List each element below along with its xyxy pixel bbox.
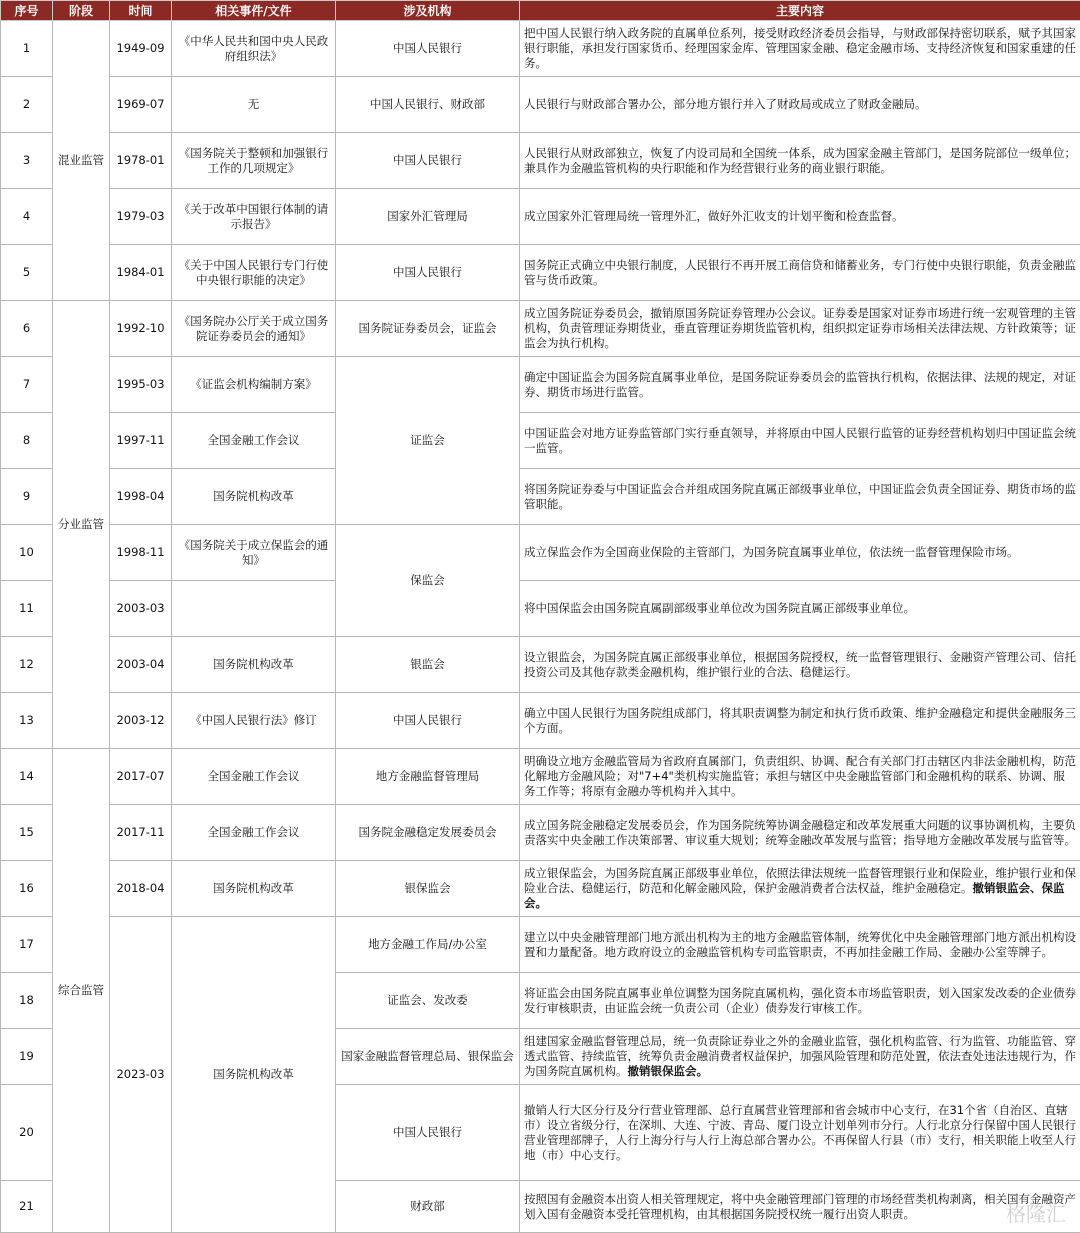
content-cell: 国务院正式确立中央银行制度，人民银行不再开展工商信贷和储蓄业务，专门行使中央银行职能，负责金融监管与货币政策。 (520, 245, 1080, 301)
content-bold-text: 撤销银保监会。 (627, 1064, 708, 1078)
org-cell: 证监会 (336, 357, 520, 525)
time-cell: 2003-03 (110, 581, 172, 637)
content-cell: 人民银行从财政部独立，恢复了内设司局和全国统一体系，成为国家金融主管部门，是国务院部位一级单位；兼具作为金融监管机构的央行职能和作为经营银行业务的商业银行职能。 (520, 133, 1080, 189)
org-cell: 银监会 (336, 637, 520, 693)
time-cell: 1978-01 (110, 133, 172, 189)
time-cell: 1979-03 (110, 189, 172, 245)
row-number: 15 (1, 805, 53, 861)
content-cell: 确定中国证监会为国务院直属事业单位，是国务院证券委员会的监管执行机构，依据法律、法规的规定，对证券、期货市场进行监管。 (520, 357, 1080, 413)
event-cell: 《国务院关于成立保监会的通知》 (172, 525, 336, 581)
table-row (1, 749, 1080, 805)
row-number: 5 (1, 245, 53, 301)
table-row (1, 693, 1080, 749)
time-cell: 1998-04 (110, 469, 172, 525)
org-cell: 中国人民银行 (336, 245, 520, 301)
table-row (1, 637, 1080, 693)
content-cell: 人民银行与财政部合署办公，部分地方银行并入了财政局或成立了财政金融局。 (520, 77, 1080, 133)
org-cell: 国务院证券委员会，证监会 (336, 301, 520, 357)
header-row (1, 1, 1080, 21)
event-cell: 《证监会机构编制方案》 (172, 357, 336, 413)
row-number: 14 (1, 749, 53, 805)
event-cell-empty (172, 581, 336, 637)
row-number: 20 (1, 1085, 53, 1181)
row-number: 13 (1, 693, 53, 749)
content-cell: 把中国人民银行纳入政务院的直属单位系列，接受财政经济委员会指导，与财政部保持密切联系，赋予其国家银行职能，承担发行国家货币、经理国家金库、管理国家金融、稳定金融市场、支持经济恢复和国家重建的任务。 (520, 21, 1080, 77)
table-row (1, 245, 1080, 301)
table-row (1, 469, 1080, 525)
header-time: 时间 (110, 1, 172, 21)
time-cell: 1969-07 (110, 77, 172, 133)
content-cell: 明确设立地方金融监管局为省政府直属部门，负责组织、协调、配合有关部门打击辖区内非法金融机构，防范化解地方金融风险；对"7+4"类机构实施监管；承担与辖区中央金融监管部门和金融机构的联系、协调、服务工作等；将原有金融办等机构并入其中。 (520, 749, 1080, 805)
time-cell: 2017-11 (110, 805, 172, 861)
content-cell: 设立银监会，为国务院直属正部级事业单位，根据国务院授权，统一监督管理银行、金融资产管理公司、信托投资公司及其他存款类金融机构，维护银行业的合法、稳健运行。 (520, 637, 1080, 693)
event-cell: 《中国人民银行法》修订 (172, 693, 336, 749)
time-cell: 1949-09 (110, 21, 172, 77)
event-cell: 国务院机构改革 (172, 637, 336, 693)
content-cell (520, 1029, 1080, 1085)
event-cell: 《关于改革中国银行体制的请示报告》 (172, 189, 336, 245)
org-cell: 证监会、发改委 (336, 973, 520, 1029)
row-number: 1 (1, 21, 53, 77)
row-number: 4 (1, 189, 53, 245)
content-text: 成立银保监会，为国务院直属正部级事业单位，依照法律法规统一监督管理银行业和保险业，维护银行业和保险业合法、稳健运行，防范和化解金融风险，保护金融消费者合法权益，维护金融稳定。 (524, 866, 1076, 895)
row-number: 6 (1, 301, 53, 357)
table-row (1, 189, 1080, 245)
content-cell: 确立中国人民银行为国务院组成部门，将其职责调整为制定和执行货币政策、维护金融稳定和提供金融服务三个方面。 (520, 693, 1080, 749)
row-number: 12 (1, 637, 53, 693)
row-number: 21 (1, 1181, 53, 1233)
event-cell: 全国金融工作会议 (172, 413, 336, 469)
row-number: 10 (1, 525, 53, 581)
row-number: 2 (1, 77, 53, 133)
org-cell: 国家金融监督管理总局、银保监会 (336, 1029, 520, 1085)
content-bold-text: 撤销银监会、保监会。 (524, 881, 1065, 910)
time-cell: 2017-07 (110, 749, 172, 805)
content-text: 组建国家金融监督管理总局，统一负责除证券业之外的金融业监管，强化机构监管、行为监管、功能监管、穿透式监管、持续监管，统筹负责金融消费者权益保护，加强风险管理和防范处置，依法查处违法违规行为，作为国务院直属机构。 (524, 1034, 1076, 1078)
table-row (1, 805, 1080, 861)
header-no: 序号 (1, 1, 53, 21)
content-cell: 将国务院证券委与中国证监会合并组成国务院直属正部级事业单位，中国证监会负责全国证券、期货市场的监管职能。 (520, 469, 1080, 525)
stage-cell: 分业监管 (53, 301, 110, 749)
header-org: 涉及机构 (336, 1, 520, 21)
row-number: 19 (1, 1029, 53, 1085)
table-row (1, 917, 1080, 973)
event-cell: 《国务院办公厅关于成立国务院证券委员会的通知》 (172, 301, 336, 357)
content-cell: 中国证监会对地方证券监管部门实行垂直领导，并将原由中国人民银行监管的证券经营机构划归中国证监会统一监管。 (520, 413, 1080, 469)
org-cell: 国家外汇管理局 (336, 189, 520, 245)
time-cell: 1992-10 (110, 301, 172, 357)
table-row (1, 413, 1080, 469)
row-number: 3 (1, 133, 53, 189)
time-cell: 2003-04 (110, 637, 172, 693)
table-row (1, 133, 1080, 189)
time-cell: 1998-11 (110, 525, 172, 581)
org-cell: 中国人民银行 (336, 133, 520, 189)
org-cell: 中国人民银行、财政部 (336, 77, 520, 133)
org-cell: 保监会 (336, 525, 520, 637)
row-number: 9 (1, 469, 53, 525)
header-event: 相关事件/文件 (172, 1, 336, 21)
time-cell: 2003-12 (110, 693, 172, 749)
event-cell: 国务院机构改革 (172, 861, 336, 917)
table-row (1, 861, 1080, 917)
row-number: 11 (1, 581, 53, 637)
content-cell: 按照国有金融资本出资人相关管理规定，将中央金融管理部门管理的市场经营类机构剥离，相关国有金融资产划入国有金融资本受托管理机构，由其根据国务院授权统一履行出资人职责。 (520, 1181, 1080, 1233)
content-cell: 将中国保监会由国务院直属副部级事业单位改为国务院直属正部级事业单位。 (520, 581, 1080, 637)
content-cell: 将证监会由国务院直属事业单位调整为国务院直属机构，强化资本市场监管职责，划入国家发改委的企业债券发行审核职责，由证监会统一负责公司（企业）债券发行审核工作。 (520, 973, 1080, 1029)
org-cell: 银保监会 (336, 861, 520, 917)
row-number: 18 (1, 973, 53, 1029)
table-row (1, 21, 1080, 77)
content-cell: 成立保监会作为全国商业保险的主管部门，为国务院直属事业单位，依法统一监督管理保险市场。 (520, 525, 1080, 581)
org-cell: 地方金融监督管理局 (336, 749, 520, 805)
row-number: 7 (1, 357, 53, 413)
stage-cell: 混业监管 (53, 21, 110, 301)
content-cell: 建立以中央金融管理部门地方派出机构为主的地方金融监管体制，统筹优化中央金融管理部门地方派出机构设置和力量配备。地方政府设立的金融监管机构专司监管职责，不再加挂金融工作局、金融办公室等牌子。 (520, 917, 1080, 973)
org-cell: 地方金融工作局/办公室 (336, 917, 520, 973)
row-number: 8 (1, 413, 53, 469)
header-content: 主要内容 (520, 1, 1080, 21)
event-cell: 《关于中国人民银行专门行使中央银行职能的决定》 (172, 245, 336, 301)
table-row (1, 301, 1080, 357)
event-cell: 无 (172, 77, 336, 133)
org-cell: 国务院金融稳定发展委员会 (336, 805, 520, 861)
row-number: 16 (1, 861, 53, 917)
table-row (1, 357, 1080, 413)
watermark-logo: 格隆汇 (1006, 1202, 1066, 1226)
org-cell: 财政部 (336, 1181, 520, 1233)
event-cell: 国务院机构改革 (172, 917, 336, 1233)
time-cell: 1984-01 (110, 245, 172, 301)
table-row (1, 525, 1080, 581)
time-cell: 2018-04 (110, 861, 172, 917)
table-row (1, 581, 1080, 637)
row-number: 17 (1, 917, 53, 973)
event-cell: 全国金融工作会议 (172, 749, 336, 805)
time-cell: 2023-03 (110, 917, 172, 1233)
time-cell: 1995-03 (110, 357, 172, 413)
event-cell: 《中华人民共和国中央人民政府组织法》 (172, 21, 336, 77)
content-cell: 成立国务院证券委员会，撤销原国务院证券管理办公会议。证券委是国家对证券市场进行统一宏观管理的主管机构，负责管理证券期货业，垂直管理证券期货监管机构，组织拟定证券市场相关法律法规、方针政策等；证监会为执行机构。 (520, 301, 1080, 357)
stage-cell: 综合监管 (53, 749, 110, 1233)
content-cell: 成立国务院金融稳定发展委员会，作为国务院统筹协调金融稳定和改革发展重大问题的议事协调机构，主要负责落实中央金融工作决策部署、审议重大规划；统筹金融改革发展与监管；指导地方金融改革发展与监管等。 (520, 805, 1080, 861)
header-stage: 阶段 (53, 1, 110, 21)
event-cell: 全国金融工作会议 (172, 805, 336, 861)
org-cell: 中国人民银行 (336, 21, 520, 77)
org-cell: 中国人民银行 (336, 1085, 520, 1181)
time-cell: 1997-11 (110, 413, 172, 469)
event-cell: 国务院机构改革 (172, 469, 336, 525)
content-cell: 撤销人行大区分行及分行营业管理部、总行直属营业管理部和省会城市中心支行，在31个省（自治区、直辖市）设立省级分行，在深圳、大连、宁波、青岛、厦门设立计划单列市分行。人行北京分行保留中国人民银行营业管理部牌子，人行上海分行与人行上海总部合署办公。不再保留人行县（市）支行，相关职能上收至人行地（市）中心支行。 (520, 1085, 1080, 1181)
event-cell: 《国务院关于整顿和加强银行工作的几项规定》 (172, 133, 336, 189)
content-cell: 成立国家外汇管理局统一管理外汇，做好外汇收支的计划平衡和检查监督。 (520, 189, 1080, 245)
org-cell: 中国人民银行 (336, 693, 520, 749)
content-cell (520, 861, 1080, 917)
table-row (1, 77, 1080, 133)
